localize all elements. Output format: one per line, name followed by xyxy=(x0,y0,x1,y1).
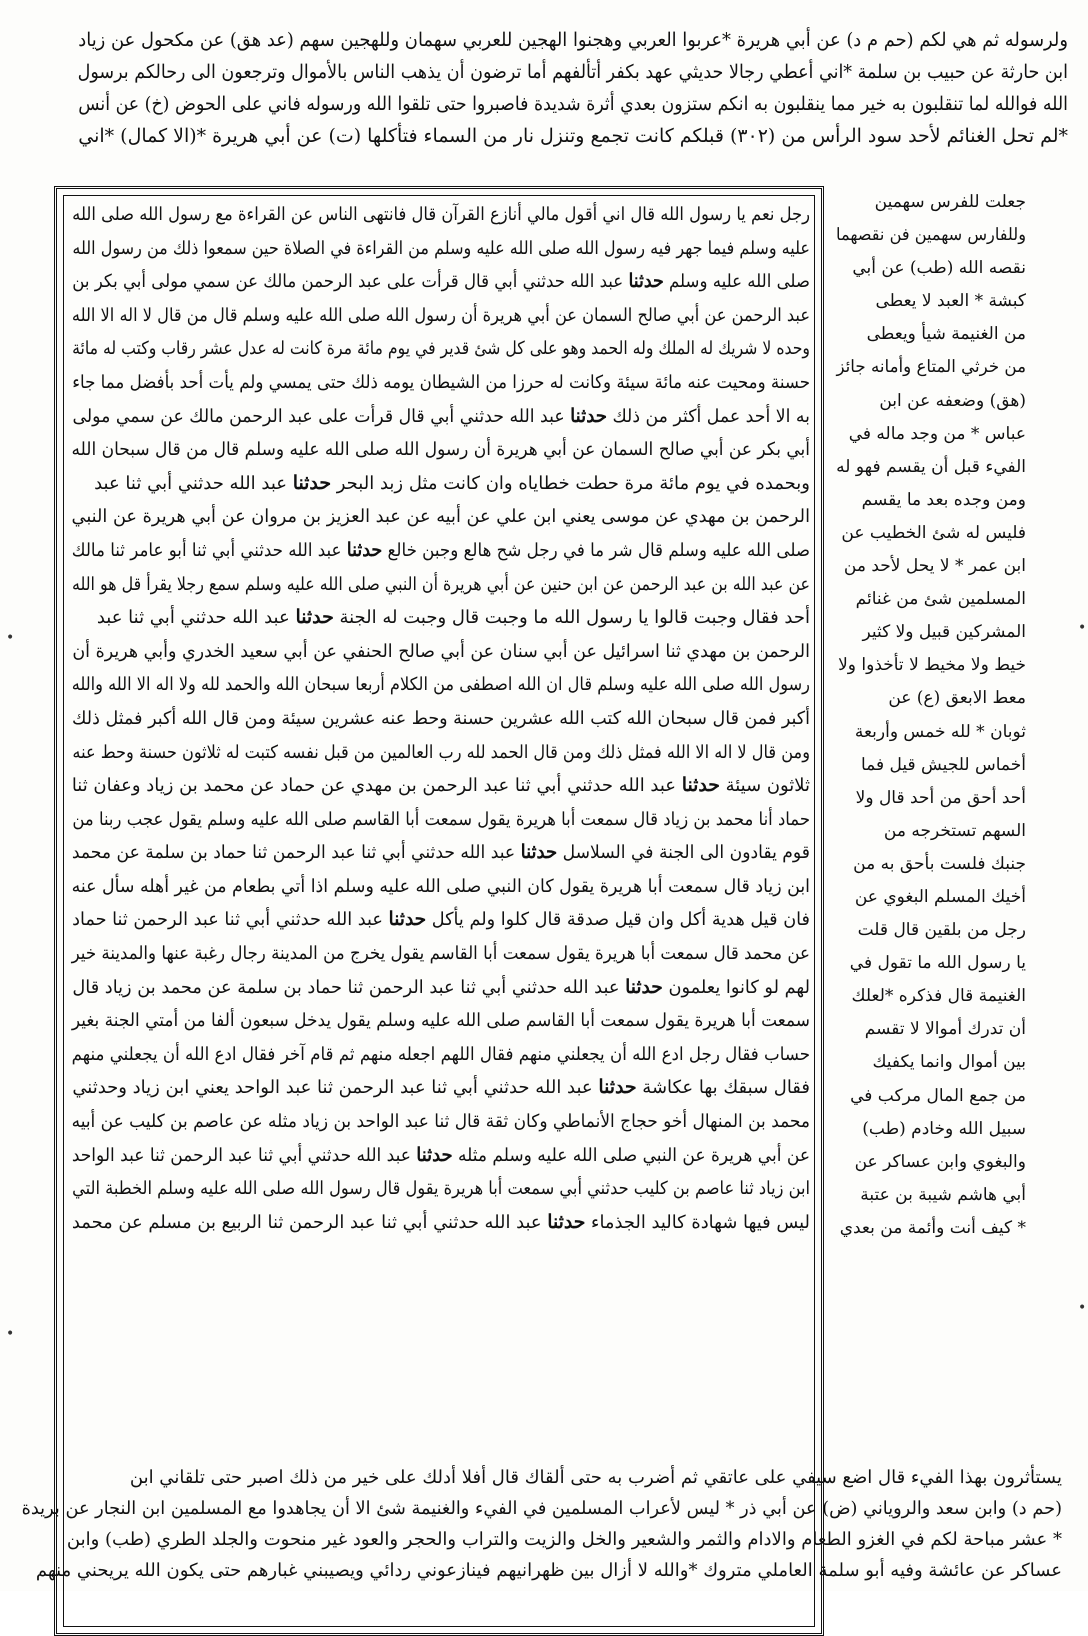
main-text-line: أكبر فمن قال سبحان الله كتب الله عشرين حسنة وحط عنه عشرين سيئة ومن قال الله أكبر فمثل ذلك xyxy=(72,707,811,729)
side-text-line: كبشة * العبد لا يعطى xyxy=(875,291,1026,312)
main-text-line: صلى الله عليه وسلم حدثنا عبد الله حدثني أبي قال قرأت على عبد الرحمن مالك عن سمي مولى أبي بكر بن xyxy=(72,270,810,293)
margin-mark: • xyxy=(6,630,15,646)
main-text-line: الرحمن بن مهدي عن موسى يعني ابن علي عن أبيه عن عبد العزيز بن مروان عن أبي هريرة عن النبي xyxy=(71,506,811,528)
main-text-line: حساب فقال رجل ادع الله أن يجعلني منهم فقال اللهم اجعله منهم ثم قام آخر فقال ادع الله أن يجعلني منهم xyxy=(71,1043,811,1065)
hadith-keyword: حدثنا xyxy=(570,404,607,427)
main-text-line: وبحمده في يوم مائة مرة حطت خطاياه وان كانت مثل زبد البحر حدثنا عبد الله حدثني أبي ثنا عبد xyxy=(94,471,810,494)
hadith-keyword: حدثنا xyxy=(416,1143,453,1166)
top-text-line: ولرسوله ثم هي لكم (حم م د) عن أبي هريرة *عربوا العربي وهجنوا الهجين للعربي سهمان وللهجين سهم (عد هق) عن مكحول عن زياد xyxy=(78,29,1069,51)
main-text-line: ثلاثون سيئة حدثنا عبد الله حدثني أبي ثنا عبد الرحمن بن مهدي عن حماد عن محمد بن زياد وعفان ثنا xyxy=(71,774,810,797)
main-text-line: ومن قال لا اله الا الله فمثل ذلك ومن قال الحمد لله رب العالمين من قبل نفسه كتبت له ثلاثون حسنة وحط عنه xyxy=(72,741,811,763)
hadith-keyword: حدثنا xyxy=(547,1210,586,1233)
side-text-line: وللفارس سهمين فن نقصهما xyxy=(836,225,1026,246)
margin-mark: • xyxy=(1078,620,1087,636)
side-text-line: نقصه الله (طب) عن أبي xyxy=(852,258,1026,279)
hadith-keyword: حدثنا xyxy=(628,270,664,293)
side-text-line: أن تدرك أموالا لا تقسم xyxy=(864,1019,1026,1040)
side-text-line: عباس * من وجد ماله في xyxy=(848,423,1026,444)
main-text-line: رجل نعم يا رسول الله قال اني أقول مالي أنازع القرآن قال فانتهى الناس عن القراءة مع رسول الله صلى الله xyxy=(72,204,810,225)
side-text-line: أبي هاشم شيبة بن عتبة xyxy=(860,1184,1026,1205)
side-text-line: ثوبان * لله خمس وأربعة xyxy=(854,721,1026,742)
side-text-line: بين أموال وانما يكفيك xyxy=(872,1052,1026,1073)
bottom-text-line: يستأثرون بهذا الفيء قال اضع سيفي على عاتقي ثم أضرب به حتى ألقاك قال أفلا أدلك على خير من ذلك اصبر حتى تلقاني ابن xyxy=(129,1467,1062,1488)
side-text-line: * كيف أنت وأئمة من بعدي xyxy=(839,1217,1026,1238)
top-text-block xyxy=(78,24,1068,152)
margin-mark: • xyxy=(6,1326,15,1342)
side-text-line: أخماس للجيش قيل فما xyxy=(860,754,1026,775)
side-text-line: ابن عمر * لا يحل لأحد من xyxy=(843,556,1026,577)
main-text-line: فقال سبقك بها عكاشة حدثنا عبد الله حدثني أبي ثنا عبد الرحمن ثنا عبد الواحد يعني ابن زياد وحدثني xyxy=(72,1076,810,1099)
side-text-line: الغنيمة قال فذكره *لعلك xyxy=(851,986,1026,1007)
hadith-keyword: حدثنا xyxy=(292,471,332,494)
side-text-line: والبغوي وابن عساكر عن xyxy=(854,1151,1026,1172)
main-text-line: ليس فيها شهادة كاليد الجذماء حدثنا عبد الله حدثني أبي ثنا عبد الرحمن ثنا الربيع بن مسلم عن محمد xyxy=(71,1210,810,1233)
main-text-line: محمد بن المنهال أخو حجاج الأنماطي وكان ثقة قال ثنا عبد الواحد بن زياد مثله عن عاصم بن كليب عن أبيه xyxy=(71,1111,811,1133)
main-text-line: به الا أحد عمل أكثر من ذلك حدثنا عبد الله حدثني أبي قال قرأت على عبد الرحمن مالك عن سمي مولى xyxy=(72,404,810,427)
side-text-line: يا رسول الله ما تقول في xyxy=(849,953,1026,974)
side-text-line: من الغنيمة شيأ ويعطى xyxy=(866,324,1026,345)
main-text-line: الرحمن بن مهدي ثنا اسرائيل عن أبي سنان عن أبي صالح الحنفي عن أبي سعيد الخدري وأبي هريرة أن xyxy=(72,640,810,662)
side-text-line: معط الابعق (ع) عن xyxy=(888,688,1026,709)
main-text-line: حسنة ومحيت عنه مائة سيئة وكانت له حرزا من الشيطان يومه ذلك حتى يمسي ولم يأت أحد بأفضل مما جاء xyxy=(72,371,811,393)
bottom-text-block xyxy=(22,1462,1062,1586)
side-text-line: جعلت للفرس سهمين xyxy=(874,192,1026,212)
side-text-line: أحد أحق من أحد قال ولا xyxy=(855,787,1026,808)
main-text-line: قوم يقادون الى الجنة في السلاسل حدثنا عبد الله حدثني أبي ثنا عبد الرحمن ثنا حماد بن سلمة عن محمد xyxy=(71,841,810,864)
main-text-line: عليه وسلم فيما جهر فيه رسول الله صلى الله عليه وسلم من القراءة في الصلاة حين سمعوا ذلك من رسول الله xyxy=(72,237,810,259)
main-text-block xyxy=(72,198,810,1239)
main-text-line: ابن زياد قال سمعت أبا هريرة يقول كان النبي صلى الله عليه وسلم اذا أتي بطعام من غير أهله سأل عنه xyxy=(71,875,810,897)
main-text-line: رسول الله صلى الله عليه وسلم قال ان الله اصطفى من الكلام أربعا سبحان الله والحمد لله ولا اله الا الله والله xyxy=(71,674,811,696)
main-text-line: أحد فقال وجبت قالوا يا رسول الله ما وجبت قال وجبت له الجنة حدثنا عبد الله حدثني أبي ثنا عبد xyxy=(96,606,810,629)
main-text-line: وحده لا شريك له الملك وله الحمد وهو على كل شئ قدير في يوم مائة مرة كانت له عدل عشر رقاب وكتب له مائة xyxy=(72,338,810,360)
main-text-line: حماد أنا محمد بن زياد قال سمعت أبا هريرة يقول سمعت أبا القاسم صلى الله عليه وسلم يقول عجب ربنا من xyxy=(72,808,811,830)
main-text-line: عن عبد الله بن عبد الرحمن عن ابن حنين عن أبي هريرة أن النبي صلى الله عليه وسلم سمع رجلا يقرأ قل هو الله xyxy=(71,573,811,595)
side-text-line: الفيء قبل أن يقسم فهو له xyxy=(836,456,1026,477)
main-text-line: صلى الله عليه وسلم قال شر ما في رجل شح هالع وجبن خالع حدثنا عبد الله حدثني أبي ثنا أبو عامر ثنا مالك xyxy=(71,538,810,561)
side-text-line: السهم تستخرجه من xyxy=(883,820,1026,841)
side-text-line: المشركين قبيل ولا كثير xyxy=(862,622,1026,643)
top-text-line: ابن حارثة عن حبيب بن سلمة *اني أعطي رجالا حديثي عهد بكفر أتألفهم أما ترضون أن يذهب الناس بالأموال وترجعون الى رحالكم برسول xyxy=(77,61,1068,83)
bottom-text-line: (حم د) وابن سعد والروياني (ض) عن أبي ذر * ليس لأعراب المسلمين في الفيء والغنيمة شئ الا أن يجاهدوا مع المسلمين ابن النجار عن بريدة xyxy=(21,1498,1063,1519)
bottom-text-line: عساكر عن عائشة وفيه أبو سلمة العاملي متروك *والله لا أزال بين ظهرانيهم فينازعوني ردائي ويصيبني غبارهم حتى يكون الله يريحني منهم xyxy=(35,1560,1062,1581)
main-text-line: لهم لو كانوا يعلمون حدثنا عبد الله حدثني أبي ثنا عبد الرحمن ثنا حماد بن سلمة عن محمد بن زياد قال xyxy=(72,975,810,998)
bottom-text-line: * عشر مباحة لكم في الغزو الطعام والادام والثمر والشعير والخل والزيت والتراب والحجر والعود غير منحوت والجلد الطري (طب) وابن xyxy=(66,1529,1062,1550)
side-text-line: رجل من بلقين قال قلت xyxy=(857,920,1026,941)
main-text-line: عبد الرحمن عن أبي صالح السمان عن أبي هريرة أن رسول الله صلى الله عليه وسلم قال من قال لا اله الا الله xyxy=(71,304,810,326)
side-commentary-column xyxy=(836,186,1026,1245)
side-text-line: ومن وجده بعد ما يقسم xyxy=(861,489,1026,510)
main-text-line: عن أبي هريرة عن النبي صلى الله عليه وسلم مثله حدثنا عبد الله حدثني أبي ثنا عبد الرحمن ثنا عبد الواحد xyxy=(71,1143,810,1166)
main-text-line: فان قيل هدية أكل وان قيل صدقة قال كلوا ولم يأكل حدثنا عبد الله حدثني أبي ثنا عبد الرحمن ثنا حماد xyxy=(72,908,810,931)
hadith-keyword: حدثنا xyxy=(388,908,427,931)
top-text-line: *لم تحل الغنائم لأحد سود الرأس من (٣٠٢) قبلكم كانت تجمع وتنزل نار من السماء فتأكلها (ت) عن أبي هريرة *(الا كمال) *اني xyxy=(78,125,1068,147)
side-text-line: المسلمين شئ من غنائم xyxy=(855,589,1026,610)
main-text-line: أبي بكر عن أبي صالح السمان عن أبي هريرة أن رسول الله صلى الله عليه وسلم قال من قال سبحان الله xyxy=(71,439,810,461)
side-text-line: جنبك فلست بأحق به من xyxy=(853,853,1026,874)
side-text-line: أخيك المسلم البغوي عن xyxy=(854,886,1026,907)
main-text-line: سمعت أبا هريرة يقول سمعت أبا القاسم صلى الله عليه وسلم يقول يدخل سبعون ألفا من أمتي الجنة بغير xyxy=(71,1010,810,1032)
hadith-keyword: حدثنا xyxy=(295,606,334,629)
hadith-keyword: حدثنا xyxy=(346,538,383,561)
margin-mark: • xyxy=(1078,1300,1087,1316)
main-text-line: عن محمد قال سمعت أبا هريرة يقول سمعت أبا القاسم يقول يخرج من المدينة رجال رغبة عنها والمدينة خير xyxy=(71,943,810,965)
side-text-line: من جمع المال مركب في xyxy=(850,1085,1026,1106)
top-text-line: الله فوالله لما تنقلبون به خير مما ينقلبون به انكم ستزون بعدي أثرة شديدة فاصبروا حتى تلقوا الله ورسوله فاني على الحوض (خ) عن أنس xyxy=(78,93,1069,115)
side-text-line: (هق) وضعفه عن ابن xyxy=(879,390,1026,411)
side-text-line: خيط ولا مخيط لا تأخذوا ولا xyxy=(838,655,1026,676)
hadith-keyword: حدثنا xyxy=(520,841,558,864)
hadith-keyword: حدثنا xyxy=(681,774,720,797)
hadith-keyword: حدثنا xyxy=(598,1076,637,1099)
hadith-keyword: حدثنا xyxy=(625,975,663,998)
side-text-line: فليس له شئ الخطيب عن xyxy=(841,522,1026,543)
main-text-line: ابن زياد ثنا عاصم بن كليب حدثني أبي سمعت أبا هريرة يقول قال رسول الله صلى الله عليه وسلم الخطبة التي xyxy=(72,1178,810,1200)
side-text-line: من خرثي المتاع وأمانه جائز xyxy=(836,357,1026,378)
side-text-line: سبيل الله وخادم (طب) xyxy=(862,1118,1026,1139)
